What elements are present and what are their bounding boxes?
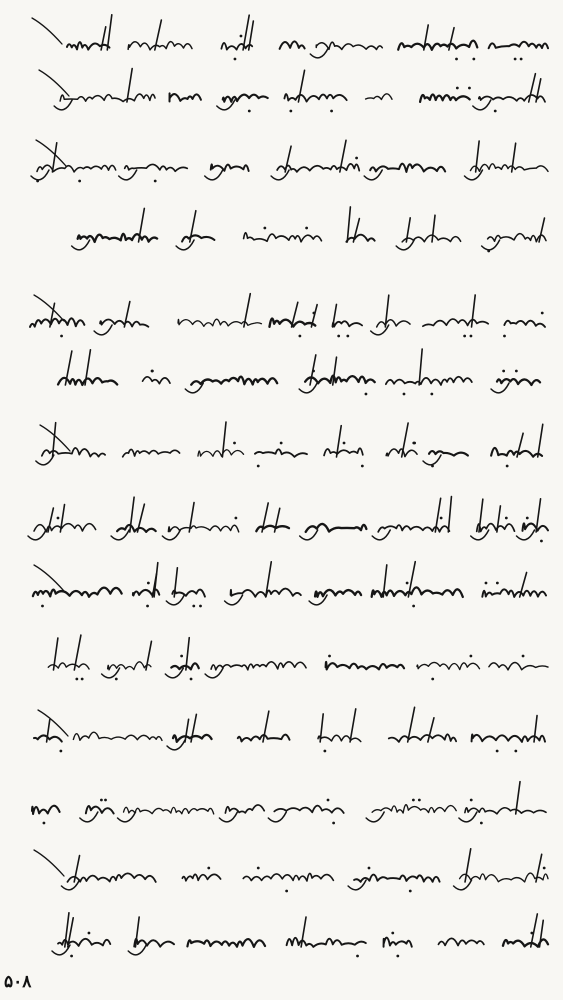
ink-stroke — [211, 164, 249, 171]
ink-ascender — [52, 143, 56, 172]
ink-descender — [219, 812, 237, 822]
ink-dot — [280, 442, 283, 445]
ink-dot — [337, 335, 340, 338]
ink-dot — [502, 370, 505, 373]
ink-descender — [111, 530, 129, 540]
ink-ascender — [419, 349, 422, 385]
ink-descender — [423, 455, 441, 465]
ink-dot — [75, 678, 78, 681]
ink-dot — [472, 58, 475, 61]
ink-dot — [305, 227, 308, 230]
ink-dot — [355, 157, 358, 160]
ink-stroke — [420, 95, 470, 102]
ink-descender — [271, 170, 289, 180]
ink-dot — [332, 822, 335, 825]
ink-stroke — [42, 448, 105, 457]
ink-dot — [505, 517, 508, 520]
ink-ascender — [435, 498, 440, 532]
ink-ascender — [185, 719, 189, 742]
ink-dot — [78, 180, 81, 183]
ink-stroke — [497, 379, 540, 385]
ink-dot — [413, 442, 416, 445]
ink-stroke — [128, 42, 192, 50]
handwritten-line — [32, 15, 548, 61]
ink-stroke — [504, 321, 545, 327]
ink-dot — [543, 867, 546, 870]
ink-stroke — [125, 164, 188, 171]
ink-ascender — [190, 211, 196, 242]
ink-dot — [323, 750, 326, 753]
ink-ascender — [186, 638, 189, 670]
ink-stroke — [123, 449, 180, 456]
ink-stroke — [191, 377, 277, 385]
ink-ascender — [191, 714, 196, 742]
ink-dot — [396, 955, 399, 958]
ink-ascender — [350, 709, 356, 742]
ink-dot — [514, 58, 517, 61]
ink-stroke — [332, 321, 362, 326]
handwritten-line — [48, 635, 548, 680]
ink-dot — [60, 335, 63, 338]
ink-stroke — [315, 590, 361, 597]
ink-descender — [348, 880, 366, 890]
ink-stroke — [389, 734, 456, 742]
ink-descender — [166, 595, 184, 605]
ink-dot — [312, 370, 315, 373]
ink-dot — [412, 799, 415, 802]
ink-stroke — [438, 938, 483, 945]
ink-stroke — [182, 235, 214, 241]
ink-ascender — [448, 497, 451, 532]
ink-stroke — [243, 873, 333, 881]
ink-descender — [310, 48, 328, 58]
ink-descender — [102, 668, 120, 678]
ink-dot — [530, 932, 533, 935]
ink-dot — [199, 605, 202, 608]
handwritten-line — [39, 69, 545, 113]
ink-stroke — [134, 939, 174, 947]
ink-stroke — [117, 525, 156, 532]
ink-descender — [72, 240, 90, 250]
ink-stroke — [211, 662, 306, 670]
ink-stroke — [30, 318, 84, 327]
ink-descender — [128, 945, 146, 955]
ink-descender — [28, 530, 46, 540]
handwritten-line — [36, 422, 543, 467]
ink-dot — [100, 799, 103, 802]
ink-dot — [257, 867, 260, 870]
marginal-ink-stroke — [34, 295, 64, 321]
ink-dot — [88, 932, 91, 935]
handwritten-line — [58, 349, 540, 395]
ink-descender — [364, 170, 382, 180]
ink-stroke — [378, 525, 449, 532]
handwritten-line — [34, 849, 548, 893]
ink-stroke — [423, 319, 488, 326]
ink-stroke — [168, 525, 238, 532]
ink-dot — [146, 605, 149, 608]
ink-dot — [496, 582, 499, 585]
ink-dot — [406, 582, 409, 585]
ink-dot — [180, 655, 183, 658]
ink-dot — [234, 58, 237, 61]
ink-dot — [485, 582, 488, 585]
ink-dot — [409, 890, 412, 893]
handwritten-line — [52, 913, 548, 958]
ink-stroke — [73, 732, 162, 740]
ink-stroke — [377, 320, 410, 327]
marginal-ink-stroke — [38, 710, 68, 736]
ink-dot — [343, 442, 346, 445]
ink-stroke — [33, 588, 122, 597]
ink-stroke — [255, 449, 307, 456]
ink-dot — [456, 87, 459, 90]
ink-stroke — [178, 319, 261, 326]
ink-descender — [118, 812, 136, 822]
ink-dot — [36, 180, 39, 183]
ink-dot — [154, 180, 157, 183]
ink-dot — [298, 335, 301, 338]
ink-dot — [520, 58, 523, 61]
ink-descender — [454, 880, 472, 890]
ink-ascender — [244, 294, 250, 327]
ink-dot — [233, 442, 236, 445]
ink-dot — [470, 799, 473, 802]
ink-descender — [225, 595, 243, 605]
ink-ascender — [465, 849, 471, 882]
ink-stroke — [170, 93, 201, 101]
handwritten-line — [31, 140, 548, 182]
ink-descender — [94, 325, 112, 335]
ink-ascender — [497, 506, 501, 532]
ink-dot — [430, 393, 433, 396]
ink-dot — [515, 370, 518, 373]
ink-dot — [263, 227, 266, 230]
ink-dot — [330, 110, 333, 113]
ink-stroke — [523, 523, 548, 530]
ink-stroke — [306, 524, 367, 532]
ink-dot — [240, 35, 243, 38]
ink-stroke — [274, 806, 343, 813]
ink-stroke — [460, 873, 548, 882]
ink-dot — [412, 605, 415, 608]
ink-stroke — [223, 95, 268, 102]
ink-dot — [41, 605, 44, 608]
ink-dot — [257, 465, 260, 468]
ink-dot — [514, 750, 517, 753]
ink-stroke — [32, 806, 60, 814]
ink-descender — [36, 455, 54, 465]
ink-stroke — [346, 235, 374, 242]
ink-descender — [119, 170, 137, 180]
ink-stroke — [287, 938, 366, 947]
ink-ascender — [127, 69, 132, 102]
ink-descender — [482, 240, 500, 250]
ink-stroke — [429, 451, 468, 456]
ink-dot — [190, 678, 193, 681]
ink-dot — [455, 58, 458, 61]
ink-ascender — [531, 914, 538, 947]
ink-stroke — [86, 806, 114, 813]
ink-dot — [81, 678, 84, 681]
ink-dot — [285, 890, 288, 893]
ink-dot — [289, 110, 292, 113]
ink-dot — [57, 517, 60, 520]
ink-dot — [43, 822, 46, 825]
ink-ascender — [449, 28, 454, 50]
ink-stroke — [318, 735, 361, 741]
ink-ascender — [529, 74, 536, 102]
ink-stroke — [305, 376, 375, 384]
ink-dot — [506, 465, 509, 468]
ink-descender — [517, 530, 535, 540]
handwritten-line — [28, 497, 548, 543]
ink-dot — [248, 110, 251, 113]
ink-dot — [403, 393, 406, 396]
ink-stroke — [503, 939, 548, 946]
ink-stroke — [326, 662, 404, 669]
ink-stroke — [366, 94, 392, 100]
marginal-ink-stroke — [34, 565, 64, 591]
ink-ascender — [479, 499, 483, 532]
handwritten-line — [30, 294, 545, 338]
ink-dot — [431, 465, 434, 468]
ink-stroke — [67, 873, 155, 882]
ink-descender — [299, 383, 317, 393]
ink-ascender — [539, 218, 544, 242]
ink-dot — [440, 517, 443, 520]
ink-stroke — [284, 94, 346, 101]
ink-stroke — [489, 42, 548, 48]
ink-dot — [468, 87, 471, 90]
ink-stroke — [256, 526, 289, 531]
ink-descender — [205, 668, 223, 678]
marginal-ink-stroke — [36, 140, 66, 166]
ink-ascender — [516, 782, 520, 814]
ink-stroke — [124, 807, 214, 814]
handwritten-line — [72, 207, 546, 253]
ink-descender — [300, 530, 318, 540]
ink-ascender — [432, 215, 435, 242]
ink-dot — [192, 605, 195, 608]
ink-descender — [366, 812, 384, 822]
ink-stroke — [172, 590, 205, 597]
ink-dot — [151, 370, 154, 373]
ink-stroke — [108, 662, 151, 670]
ink-dot — [522, 655, 525, 658]
ink-descender — [473, 100, 491, 110]
ink-dot — [365, 393, 368, 396]
ink-ascender — [520, 572, 527, 597]
page-number: ۵۰۸ — [4, 972, 32, 992]
ink-descender — [61, 880, 79, 890]
ink-dot — [312, 312, 315, 315]
ink-descender — [80, 812, 98, 822]
ink-dot — [487, 250, 490, 253]
ink-dot — [431, 678, 434, 681]
ink-stroke — [34, 524, 96, 532]
marginal-ink-stroke — [32, 18, 62, 44]
ink-ascender — [472, 295, 476, 327]
ink-dot — [115, 678, 118, 681]
ink-descender — [176, 240, 194, 250]
ink-dot — [104, 799, 107, 802]
ink-descender — [54, 100, 72, 110]
ink-ascender — [538, 424, 543, 457]
ink-dot — [470, 335, 473, 338]
handwritten-line — [33, 562, 546, 608]
ink-dot — [356, 955, 359, 958]
ink-dot — [494, 110, 497, 113]
ink-ascender — [74, 635, 81, 670]
ink-stroke — [171, 663, 198, 669]
ink-dot — [463, 335, 466, 338]
handwritten-line — [32, 782, 546, 825]
ink-dot — [327, 799, 330, 802]
ink-dot — [480, 822, 483, 825]
ink-dot — [70, 955, 73, 958]
ink-dot — [469, 655, 472, 658]
ink-dot — [418, 799, 421, 802]
ink-dot — [346, 335, 349, 338]
ink-stroke — [182, 874, 220, 880]
ink-stroke — [479, 95, 545, 102]
ink-dot — [526, 517, 529, 520]
ink-descender — [459, 812, 477, 822]
ink-dot — [234, 517, 237, 520]
ink-dot — [541, 312, 544, 315]
ink-ascender — [353, 219, 359, 242]
marginal-ink-stroke — [34, 850, 64, 876]
ink-descender — [162, 530, 180, 540]
ink-dot — [391, 932, 394, 935]
ink-stroke — [372, 587, 463, 597]
ink-descender — [268, 812, 286, 822]
ink-stroke — [384, 938, 412, 947]
ink-dot — [361, 465, 364, 468]
ink-stroke — [198, 450, 244, 457]
ink-stroke — [482, 589, 546, 597]
ink-stroke — [488, 234, 546, 242]
ink-descender — [372, 530, 390, 540]
ink-stroke — [398, 41, 477, 50]
ink-stroke — [244, 233, 322, 242]
ink-ascender — [540, 920, 544, 947]
ink-dot — [328, 655, 331, 658]
ink-ascender — [347, 207, 350, 242]
ink-descender — [165, 668, 183, 678]
ink-stroke — [489, 662, 548, 669]
ink-descender — [396, 240, 414, 250]
ink-dot — [540, 540, 543, 543]
ink-ascender — [101, 27, 106, 50]
ink-stroke — [280, 41, 305, 48]
ink-stroke — [187, 939, 265, 947]
ink-dot — [59, 750, 62, 753]
ink-dot — [368, 867, 371, 870]
ink-dot — [496, 750, 499, 753]
ink-stroke — [477, 524, 515, 532]
ink-stroke — [316, 42, 382, 49]
handwritten-line — [34, 707, 545, 752]
ink-stroke — [221, 43, 252, 50]
ink-descender — [31, 170, 49, 180]
ink-stroke — [225, 805, 264, 813]
ink-stroke — [354, 875, 439, 882]
ink-dot — [147, 582, 150, 585]
ink-stroke — [143, 377, 170, 384]
ink-dot — [503, 335, 506, 338]
ink-stroke — [417, 662, 480, 669]
ink-stroke — [324, 448, 363, 455]
ink-stroke — [386, 377, 472, 385]
ink-stroke — [491, 448, 542, 457]
marginal-ink-stroke — [39, 70, 69, 96]
ink-stroke — [60, 94, 155, 101]
ink-dot — [207, 867, 210, 870]
ink-descender — [491, 383, 509, 393]
ink-descender — [205, 170, 223, 180]
ink-ascender — [107, 15, 112, 50]
